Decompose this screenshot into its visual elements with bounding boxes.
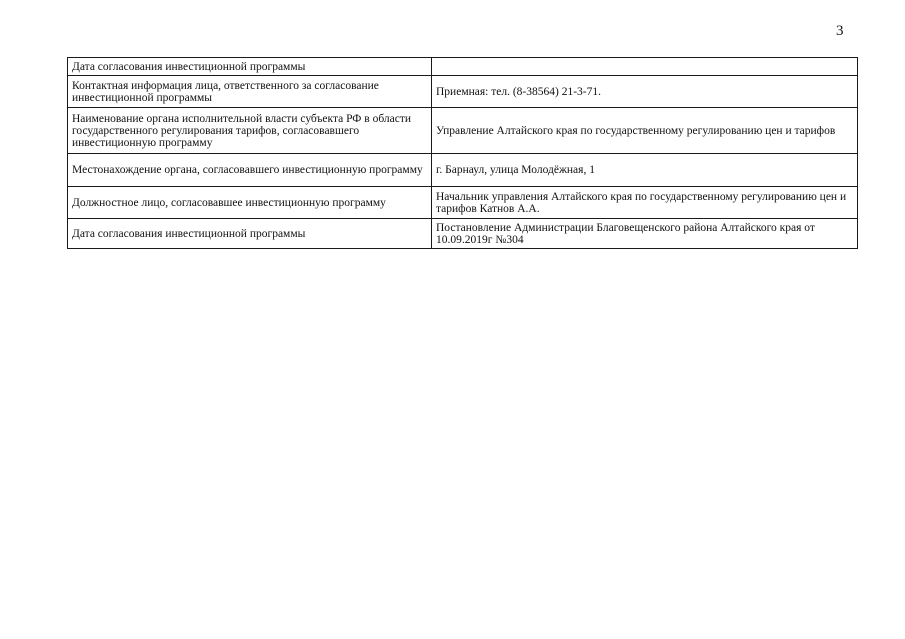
investment-program-table	[67, 57, 858, 249]
row-label: Должностное лицо, согласовавшее инвестиционную программу	[68, 187, 432, 219]
table-row	[68, 58, 858, 76]
row-value: Постановление Администрации Благовещенского района Алтайского края от 10.09.2019г №304	[432, 219, 858, 249]
page-number: 3	[836, 23, 844, 39]
row-label: Дата согласования инвестиционной программы	[68, 219, 432, 249]
row-value	[432, 58, 858, 76]
table-row	[68, 76, 858, 108]
row-label: Дата согласования инвестиционной программы	[68, 58, 432, 76]
table-row	[68, 187, 858, 219]
table-row	[68, 154, 858, 187]
table-row	[68, 219, 858, 249]
row-value: г. Барнаул, улица Молодёжная, 1	[432, 154, 858, 187]
row-label: Наименование органа исполнительной власти субъекта РФ в области государственного регулирования тарифов, согласовавшего инвестиционную программу	[68, 108, 432, 154]
row-value: Управление Алтайского края по государственному регулированию цен и тарифов	[432, 108, 858, 154]
row-value: Приемная: тел. (8-38564) 21-3-71.	[432, 76, 858, 108]
row-label: Местонахождение органа, согласовавшего инвестиционную программу	[68, 154, 432, 187]
table-row	[68, 108, 858, 154]
row-value: Начальник управления Алтайского края по государственному регулированию цен и тарифов Катнов А.А.	[432, 187, 858, 219]
row-label: Контактная информация лица, ответственного за согласование инвестиционной программы	[68, 76, 432, 108]
